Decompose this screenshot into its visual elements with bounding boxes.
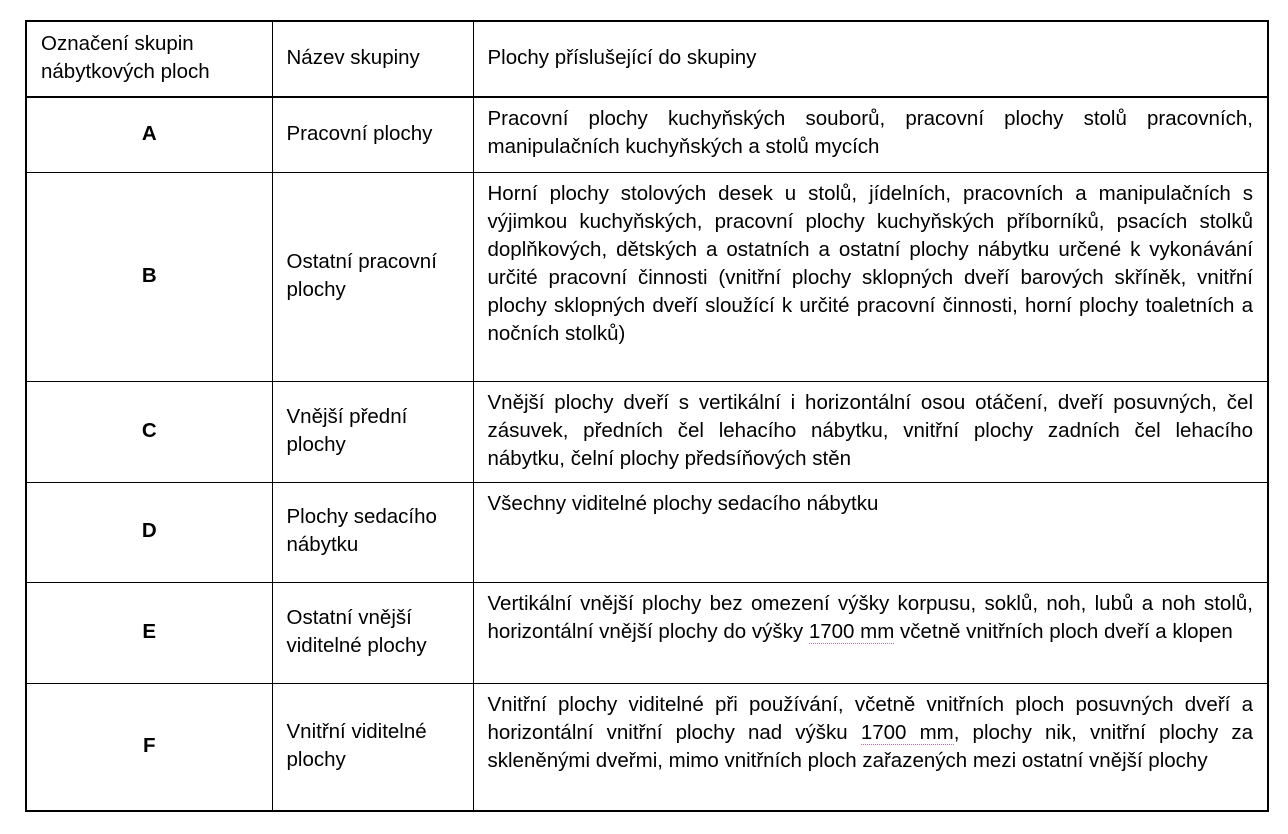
measure-value: 1700 mm [860,720,954,744]
group-name: Pracovní plochy [272,97,473,172]
header-group-code: Označení skupin nábytkových ploch [26,21,272,97]
table-row [26,97,1268,172]
group-code: B [26,172,272,381]
surfaces-text: Vnitřní plochy viditelné při používání, včetně vnitřních ploch posuvných dveří a horizontální vnitřní plochy nad výšku [487,692,1253,744]
table-body [26,97,1268,811]
group-code: C [26,381,272,482]
group-name: Vnitřní viditelné plochy [272,683,473,811]
surfaces-text: včetně vnitřních ploch dveří a klopen [894,619,1233,643]
furniture-surfaces-table [25,20,1269,812]
group-name: Ostatní vnější viditelné plochy [272,582,473,683]
group-code: E [26,582,272,683]
table-row [26,482,1268,582]
group-code: F [26,683,272,811]
header-group-name: Název skupiny [272,21,473,97]
table-row [26,683,1268,811]
header-group-surfaces: Plochy příslušející do skupiny [473,21,1268,97]
header-row [26,21,1268,97]
group-code: A [26,97,272,172]
group-surfaces [473,683,1268,811]
measure-value: 1700 mm [808,619,895,643]
group-surfaces [473,582,1268,683]
group-surfaces: Všechny viditelné plochy sedacího nábytku [473,482,1268,582]
group-surfaces: Vnější plochy dveří s vertikální i horizontální osou otáčení, dveří posuvných, čel zásuvek, předních čel lehacího nábytku, vnitřní plochy zadních čel lehacího nábytku, čelní plochy předsíňových stěn [473,381,1268,482]
group-code: D [26,482,272,582]
table-header [26,21,1268,97]
surfaces-text: Vertikální vnější plochy bez omezení výšky korpusu, soklů, noh, lubů a noh stolů, horizontální vnější plochy do výšky [487,591,1253,643]
group-name: Ostatní pracovní plochy [272,172,473,381]
surfaces-text: , plochy nik, vnitřní plochy za skleněnými dveřmi, mimo vnitřních ploch zařazených mezi ostatní vnější plochy [487,720,1253,772]
table-row [26,582,1268,683]
table-row [26,172,1268,381]
group-surfaces: Horní plochy stolových desek u stolů, jídelních, pracovních a manipulačních s výjimkou kuchyňských, pracovní plochy kuchyňských příborníků, psacích stolků doplňkových, dětských a ostatních a ostatní plochy nábytku určené k vykonávání určité pracovní činnosti (vnitřní plochy sklopných dveří barových skříněk, vnitřní plochy sklopných dveří sloužící k určité pracovní činnosti, horní plochy toaletních a nočních stolků) [473,172,1268,381]
group-name: Plochy sedacího nábytku [272,482,473,582]
group-surfaces: Pracovní plochy kuchyňských souborů, pracovní plochy stolů pracovních, manipulačních kuchyňských a stolů mycích [473,97,1268,172]
group-name: Vnější přední plochy [272,381,473,482]
table-row [26,381,1268,482]
